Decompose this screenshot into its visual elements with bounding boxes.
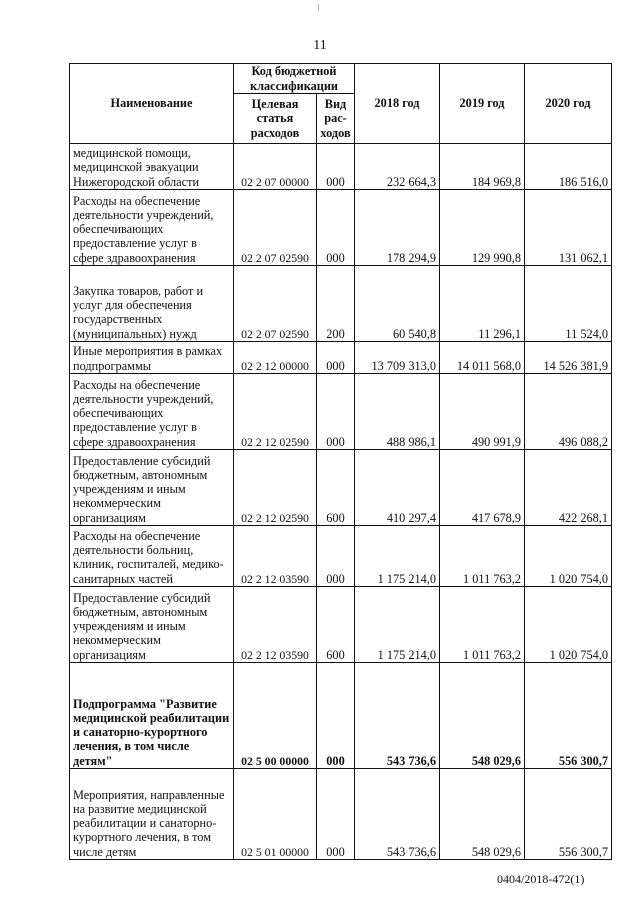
budget-table	[69, 63, 612, 860]
row-expense-type: 000	[317, 526, 355, 587]
row-name: Закупка товаров, работ и услуг для обеспечения государственных (муниципальных) нужд	[70, 266, 234, 342]
row-value-2018: 488 986,1	[355, 374, 440, 450]
row-target-code: 02 2 07 02590	[234, 190, 317, 266]
row-value-2018: 1 175 214,0	[355, 526, 440, 587]
row-expense-type: 000	[317, 374, 355, 450]
header-year-2020: 2020 год	[525, 64, 612, 144]
header-code-group: Код бюджетной классификации	[234, 64, 355, 94]
table-row	[70, 190, 612, 266]
row-target-code: 02 2 12 02590	[234, 450, 317, 526]
row-target-code: 02 2 12 00000	[234, 342, 317, 374]
row-value-2019: 129 990,8	[440, 190, 525, 266]
row-name: Расходы на обеспечение деятельности учреждений, обеспечивающих предоставление услуг в сфере здравоохранения	[70, 374, 234, 450]
row-target-code: 02 5 00 00000	[234, 663, 317, 769]
row-value-2020: 556 300,7	[525, 769, 612, 860]
row-value-2020: 556 300,7	[525, 663, 612, 769]
table-row	[70, 587, 612, 663]
table-row	[70, 266, 612, 342]
table-body	[70, 144, 612, 860]
row-value-2019: 184 969,8	[440, 144, 525, 190]
row-value-2018: 1 175 214,0	[355, 587, 440, 663]
row-expense-type: 000	[317, 663, 355, 769]
row-target-code: 02 2 12 03590	[234, 587, 317, 663]
row-value-2018: 60 540,8	[355, 266, 440, 342]
table-row	[70, 769, 612, 860]
row-expense-type: 000	[317, 144, 355, 190]
header-expense-type: Вид рас-ходов	[317, 94, 355, 144]
row-target-code: 02 5 01 00000	[234, 769, 317, 860]
row-name: Предоставление субсидий бюджетным, автономным учреждениям и иным некоммерческим организациям	[70, 450, 234, 526]
row-expense-type: 600	[317, 587, 355, 663]
row-name: Мероприятия, направленные на развитие медицинской реабилитации и санаторно-курортного лечения, в том числе детям	[70, 769, 234, 860]
row-value-2020: 14 526 381,9	[525, 342, 612, 374]
row-expense-type: 000	[317, 769, 355, 860]
row-name: Предоставление субсидий бюджетным, автономным учреждениям и иным некоммерческим организациям	[70, 587, 234, 663]
page-number: 11	[313, 38, 327, 53]
table-row	[70, 374, 612, 450]
row-expense-type: 200	[317, 266, 355, 342]
table-row	[70, 144, 612, 190]
row-value-2019: 548 029,6	[440, 769, 525, 860]
row-value-2020: 131 062,1	[525, 190, 612, 266]
row-target-code: 02 2 07 00000	[234, 144, 317, 190]
table-row	[70, 663, 612, 769]
table-row	[70, 342, 612, 374]
row-value-2019: 11 296,1	[440, 266, 525, 342]
row-value-2018: 232 664,3	[355, 144, 440, 190]
row-value-2018: 543 736,6	[355, 769, 440, 860]
row-name: Подпрограмма "Развитие медицинской реабилитации и санаторно-курортного лечения, в том числе детям"	[70, 663, 234, 769]
row-value-2019: 1 011 763,2	[440, 587, 525, 663]
row-value-2020: 11 524,0	[525, 266, 612, 342]
document-code: 0404/2018-472(1)	[497, 872, 585, 886]
row-value-2020: 496 088,2	[525, 374, 612, 450]
header-year-2018: 2018 год	[355, 64, 440, 144]
row-value-2019: 417 678,9	[440, 450, 525, 526]
table-row	[70, 526, 612, 587]
row-value-2018: 543 736,6	[355, 663, 440, 769]
row-value-2020: 1 020 754,0	[525, 526, 612, 587]
row-value-2018: 13 709 313,0	[355, 342, 440, 374]
row-value-2019: 14 011 568,0	[440, 342, 525, 374]
row-value-2018: 410 297,4	[355, 450, 440, 526]
row-expense-type: 000	[317, 190, 355, 266]
header-target-item: Целевая статья расходов	[234, 94, 317, 144]
row-target-code: 02 2 12 03590	[234, 526, 317, 587]
header-name: Наименование	[70, 64, 234, 144]
row-value-2018: 178 294,9	[355, 190, 440, 266]
row-value-2019: 1 011 763,2	[440, 526, 525, 587]
row-expense-type: 600	[317, 450, 355, 526]
scan-mark	[318, 4, 319, 11]
row-value-2020: 186 516,0	[525, 144, 612, 190]
row-name: медицинской помощи, медицинской эвакуации Нижегородской области	[70, 144, 234, 190]
row-value-2019: 548 029,6	[440, 663, 525, 769]
row-value-2019: 490 991,9	[440, 374, 525, 450]
row-value-2020: 1 020 754,0	[525, 587, 612, 663]
row-name: Иные мероприятия в рамках подпрограммы	[70, 342, 234, 374]
row-target-code: 02 2 12 02590	[234, 374, 317, 450]
row-target-code: 02 2 07 02590	[234, 266, 317, 342]
table-row	[70, 450, 612, 526]
header-year-2019: 2019 год	[440, 64, 525, 144]
row-name: Расходы на обеспечение деятельности учреждений, обеспечивающих предоставление услуг в сфере здравоохранения	[70, 190, 234, 266]
row-expense-type: 000	[317, 342, 355, 374]
row-name: Расходы на обеспечение деятельности больниц, клиник, госпиталей, медико-санитарных частей	[70, 526, 234, 587]
row-value-2020: 422 268,1	[525, 450, 612, 526]
